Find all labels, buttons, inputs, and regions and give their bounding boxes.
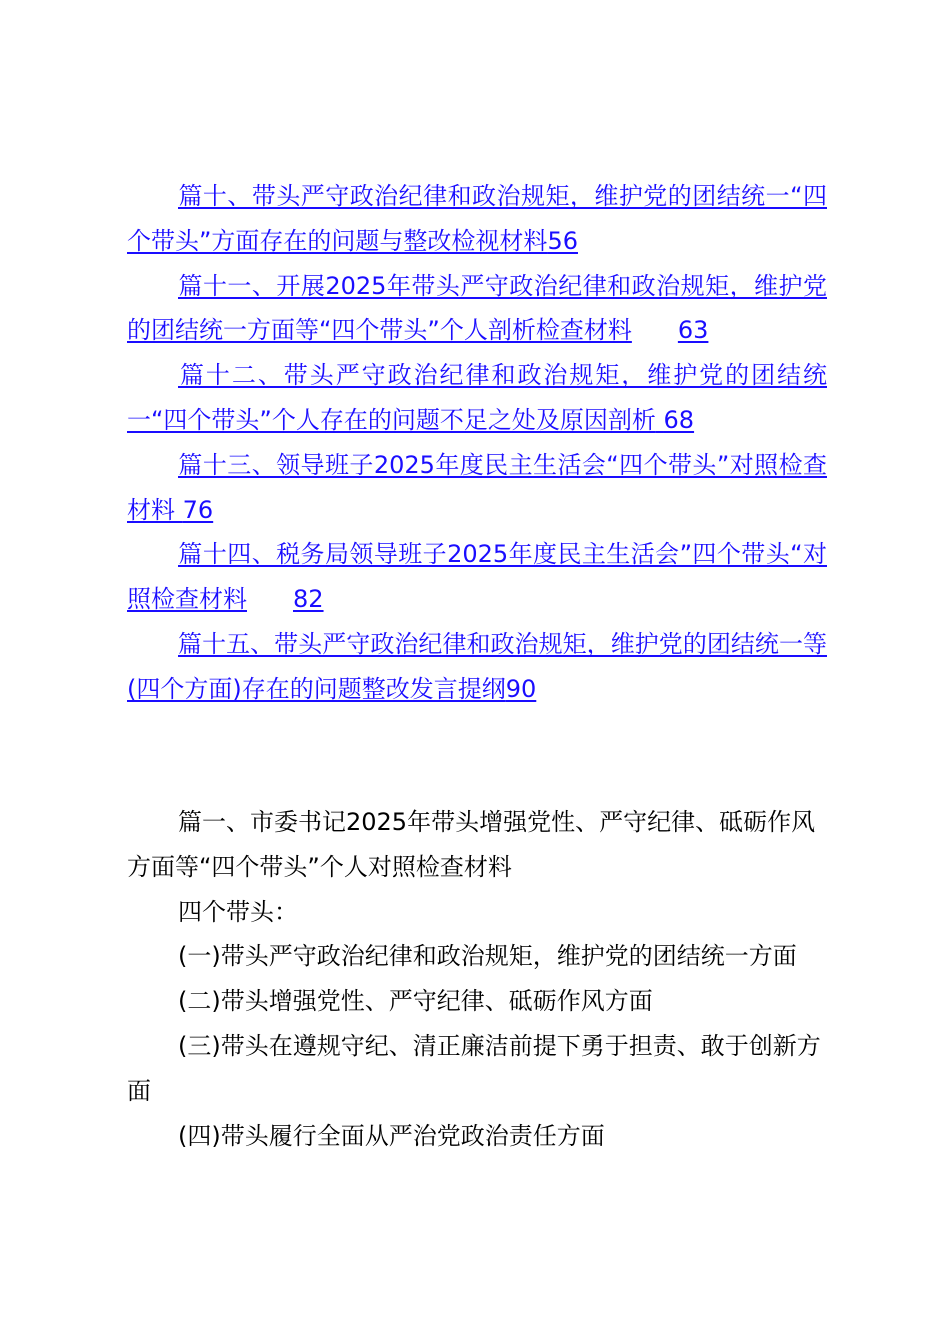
toc-title[interactable]: 篇十三、领导班子2025年度民主生活会“四个带头”对照检查材料: [127, 450, 827, 524]
list-item: [127, 979, 827, 1024]
toc-page-number[interactable]: 76: [182, 495, 214, 524]
document-body: [127, 800, 827, 1158]
toc-title[interactable]: 篇十四、税务局领导班子2025年度民主生活会”四个带头“对照检查材料: [127, 540, 827, 614]
toc-link[interactable]: [127, 361, 827, 434]
toc-link[interactable]: [127, 272, 827, 345]
toc-page-number[interactable]: 82: [293, 585, 324, 614]
toc-entry[interactable]: [127, 174, 827, 264]
toc-link[interactable]: [127, 182, 827, 255]
list-item: [127, 934, 827, 979]
toc-entry[interactable]: [127, 532, 827, 622]
list-item-text: (一)带头严守政治纪律和政治规矩，维护党的团结统一方面: [178, 942, 797, 971]
toc-entry[interactable]: [127, 443, 827, 533]
toc-link[interactable]: [127, 451, 827, 524]
toc-page-number[interactable]: 68: [663, 405, 695, 434]
list-item: [127, 1114, 827, 1159]
toc-title[interactable]: 篇十一、开展2025年带头严守政治纪律和政治规矩，维护党的团结统一方面等“四个带头”个人剖析检查材料: [127, 271, 827, 345]
section-heading-text: 篇一、市委书记2025年带头增强党性、严守纪律、砥砺作风方面等“四个带头”个人对照检查材料: [127, 808, 816, 881]
list-item: [127, 1024, 827, 1114]
toc-link[interactable]: [127, 540, 827, 613]
toc-link[interactable]: [127, 630, 827, 703]
toc-title[interactable]: 篇十五、带头严守政治纪律和政治规矩，维护党的团结统一等(四个方面)存在的问题整改发言提纲: [127, 629, 827, 703]
toc-title[interactable]: 篇十、带头严守政治纪律和政治规矩，维护党的团结统一“四个带头”方面存在的问题与整改检视材料: [127, 182, 827, 255]
list-item-text: (二)带头增强党性、严守纪律、砥砺作风方面: [178, 987, 653, 1016]
list-item-text: (三)带头在遵规守纪、清正廉洁前提下勇于担责、敢于创新方面: [127, 1031, 821, 1105]
toc-entry[interactable]: [127, 353, 827, 443]
toc-entry[interactable]: [127, 264, 827, 354]
list-item-text: (四)带头履行全面从严治党政治责任方面: [178, 1121, 605, 1150]
toc-page-number[interactable]: 56: [547, 226, 578, 255]
toc-page-number[interactable]: 90: [505, 674, 537, 703]
subheading-text: 四个带头：: [178, 897, 298, 926]
toc-page-number[interactable]: 63: [677, 316, 709, 345]
toc-entry[interactable]: [127, 622, 827, 712]
section-heading: [127, 800, 827, 890]
subheading: [127, 890, 827, 935]
table-of-contents: [127, 174, 827, 712]
toc-title[interactable]: 篇十二、带头严守政治纪律和政治规矩，维护党的团结统一“四个带头”个人存在的问题不足之处及原因剖析: [127, 361, 827, 434]
